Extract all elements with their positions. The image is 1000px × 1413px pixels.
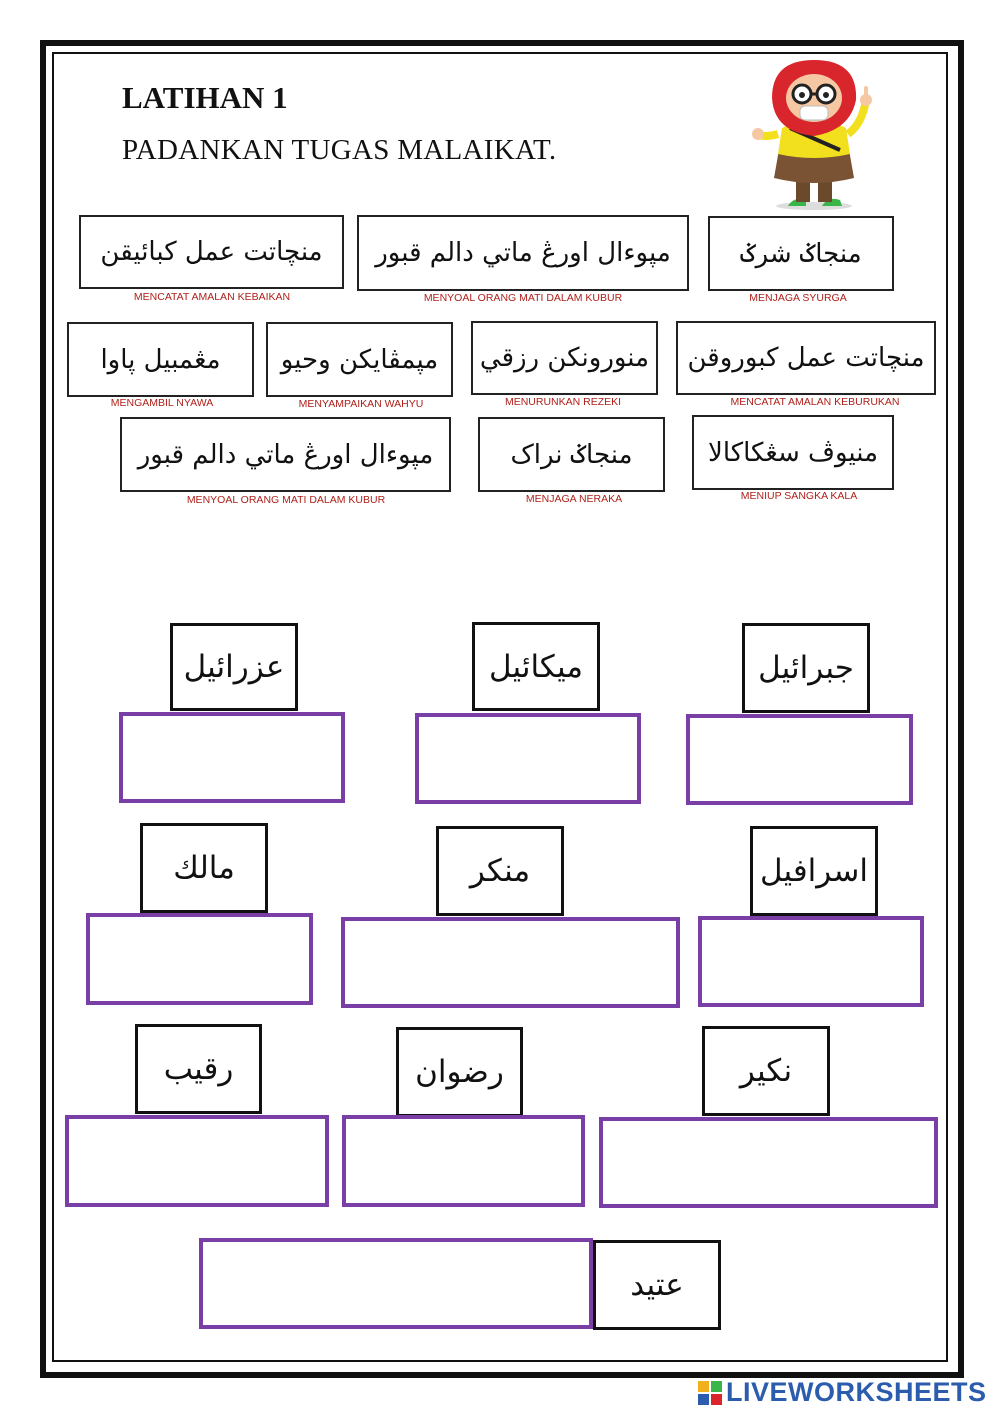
angel-label-7: رقيب [135, 1024, 262, 1114]
answer-box-3[interactable] [686, 714, 913, 805]
answer-box-1[interactable] [119, 712, 345, 803]
angel-label-1: عزرائيل [170, 623, 298, 711]
task-card-3[interactable]: منجاݢ شرݢ [708, 216, 894, 291]
answer-box-10[interactable] [199, 1238, 593, 1329]
task-caption-5: MENYAMPAIKAN WAHYU [298, 398, 424, 410]
angel-label-9: نکير [702, 1026, 830, 1116]
angel-label-5: منکر [436, 826, 564, 916]
angel-label-8: رضوان [396, 1027, 523, 1117]
answer-box-7[interactable] [65, 1115, 329, 1207]
angel-label-10: عتيد [593, 1240, 721, 1330]
worksheet-instruction: PADANKAN TUGAS MALAIKAT. [122, 134, 557, 166]
liveworksheets-logo-icon [698, 1381, 722, 1405]
answer-box-4[interactable] [86, 913, 313, 1005]
liveworksheets-logo [698, 1377, 987, 1408]
task-card-2[interactable]: مپوءال اورڠ ماتي دالم قبور [357, 215, 689, 291]
answer-box-6[interactable] [698, 916, 924, 1007]
task-card-1[interactable]: منچاتت عمل کبائيقن [79, 215, 344, 289]
answer-box-5[interactable] [341, 917, 680, 1008]
task-card-5[interactable]: مپمڤايکن وحيو [266, 322, 453, 397]
task-caption-8: MENYOAL ORANG MATI DALAM KUBUR [186, 494, 386, 506]
task-caption-2: MENYOAL ORANG MATI DALAM KUBUR [423, 292, 623, 304]
task-caption-9: MENJAGA NERAKA [525, 493, 623, 505]
liveworksheets-wordmark: LIVEWORKSHEETS [726, 1377, 987, 1407]
task-caption-7: MENCATAT AMALAN KEBURUKAN [730, 396, 900, 408]
angel-label-2: ميکائيل [472, 622, 600, 711]
task-caption-6: MENURUNKAN REZEKI [504, 396, 622, 408]
angel-label-6: اسرافيل [750, 826, 878, 916]
angel-label-4: مالك [140, 823, 268, 913]
task-card-7[interactable]: منچاتت عمل کبوروقن [676, 321, 936, 395]
worksheet-title: LATIHAN 1 [122, 80, 288, 115]
task-caption-1: MENCATAT AMALAN KEBAIKAN [133, 291, 291, 303]
answer-box-2[interactable] [415, 713, 641, 804]
task-card-4[interactable]: مڠمبيل ڽاوا [67, 322, 254, 397]
task-card-8[interactable]: مپوءال اورڠ ماتي دالم قبور [120, 417, 451, 492]
task-card-10[interactable]: منيوڤ سڠکاکالا [692, 415, 894, 490]
hijab-girl-mascot-icon [752, 58, 877, 210]
task-card-6[interactable]: منورونکن رزقي [471, 321, 658, 395]
task-caption-10: MENIUP SANGKA KALA [740, 490, 858, 502]
task-card-9[interactable]: منجاݢ نراک [478, 417, 665, 492]
task-caption-4: MENGAMBIL NYAWA [110, 397, 214, 409]
angel-label-3: جبرائيل [742, 623, 870, 713]
answer-box-8[interactable] [342, 1115, 585, 1207]
task-caption-3: MENJAGA SYURGA [749, 292, 847, 304]
answer-box-9[interactable] [599, 1117, 938, 1208]
